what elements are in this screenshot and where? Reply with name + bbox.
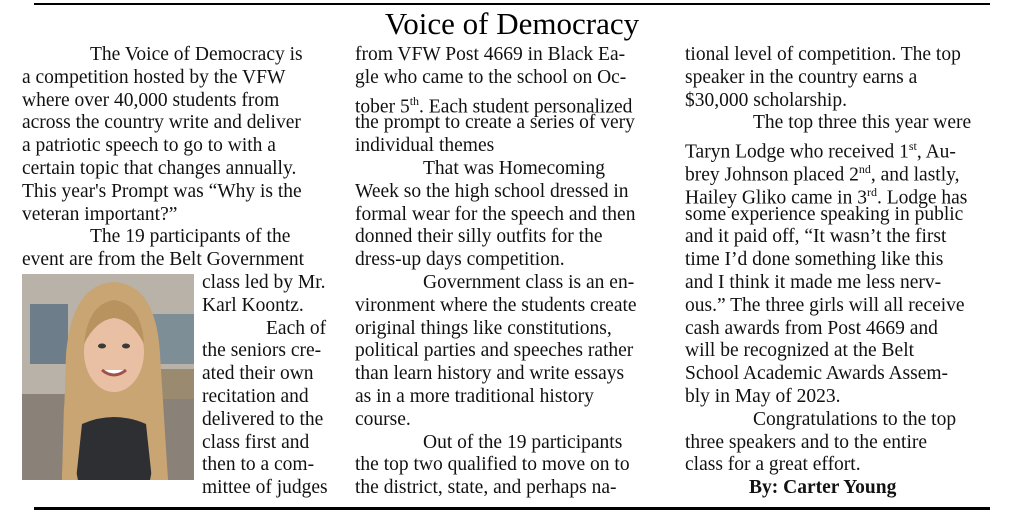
text-line: the top two qualified to move on to [355, 454, 630, 476]
text-line: time I’d done something like this [685, 249, 944, 271]
text-line: gle who came to the school on Oc- [355, 66, 627, 88]
text-line: Each of [266, 317, 327, 339]
text-line: tional level of competition. The top [685, 44, 961, 65]
column-1 [22, 44, 340, 500]
photo-wrap-block [22, 272, 340, 500]
text-line: the prompt to create a series of very [355, 112, 635, 134]
text-line: class for a great effort. [685, 454, 861, 476]
text-line: vironment where the students create [355, 294, 637, 316]
text-line: original things like constitutions, [355, 317, 612, 339]
text-line: class first and [202, 431, 310, 453]
text-line: ous.” The three girls will all receive [685, 294, 965, 316]
text-line: will be recognized at the Belt [685, 340, 915, 362]
text-line: Taryn Lodge who received 1st, Au- [685, 139, 956, 163]
text-line: three speakers and to the entire [685, 431, 928, 453]
text-line: speaker in the country earns a [685, 66, 918, 88]
text-line: dress-up days competition. [355, 249, 565, 271]
text-line: and it paid off, “It wasn’t the first [685, 226, 947, 248]
text-line: bly in May of 2023. [685, 385, 841, 407]
text-line: event are from the Belt Government [22, 249, 305, 271]
text-line: The top three this year were [753, 112, 972, 134]
text-line: individual themes [355, 135, 495, 157]
text-line: a patriotic speech to go to with a [22, 135, 276, 157]
text-line: Congratulations to the top [753, 408, 957, 430]
text-line: then to a com- [202, 454, 315, 476]
text-line: cash awards from Post 4669 and [685, 317, 938, 339]
text-line: delivered to the [202, 408, 324, 430]
text-line: The Voice of Democracy is [90, 44, 303, 65]
student-photo [22, 274, 194, 480]
text-line: brey Johnson placed 2nd, and lastly, [685, 161, 960, 186]
text-line: certain topic that changes annually. [22, 157, 297, 179]
top-rule [34, 3, 990, 5]
byline: By: Carter Young [749, 477, 897, 499]
text-line: Government class is an en- [423, 271, 635, 293]
text-line: and I think it made me less nerv- [685, 271, 942, 293]
text-line: Out of the 19 participants [423, 431, 623, 453]
text-line: That was Homecoming [423, 157, 605, 179]
wrap-text [202, 272, 340, 500]
text-line: tober 5th. Each student personalized [355, 93, 633, 118]
text-line: than learn history and write essays [355, 363, 625, 385]
text-line: from VFW Post 4669 in Black Ea- [355, 44, 626, 65]
text-line: across the country write and deliver [22, 112, 301, 134]
text-line: veteran important?” [22, 203, 178, 225]
headline: Voice of Democracy [384, 6, 640, 41]
bottom-rule [34, 507, 990, 510]
text-line: formal wear for the speech and then [355, 203, 636, 225]
text-line: Hailey Gliko came in 3rd. Lodge has [685, 184, 968, 209]
text-line: a competition hosted by the VFW [22, 66, 286, 88]
text-line: class led by Mr. [202, 271, 326, 293]
text-line: mittee of judges [202, 477, 328, 499]
text-line: School Academic Awards Assem- [685, 363, 949, 385]
column-2 [355, 44, 671, 500]
text-line: Karl Koontz. [202, 294, 304, 316]
text-line: the district, state, and perhaps na- [355, 477, 617, 499]
text-line: The 19 participants of the [90, 226, 291, 248]
text-line: ated their own [202, 363, 314, 385]
portrait-image [22, 274, 194, 480]
text-line: This year's Prompt was “Why is the [22, 180, 302, 202]
text-line: the seniors cre- [202, 340, 322, 362]
text-line: Week so the high school dressed in [355, 180, 629, 202]
text-line: course. [355, 408, 411, 430]
text-line: donned their silly outfits for the [355, 226, 603, 248]
text-line: where over 40,000 students from [22, 89, 280, 111]
text-line: some experience speaking in public [685, 203, 964, 225]
text-line: recitation and [202, 385, 309, 407]
text-line: as in a more traditional history [355, 385, 594, 407]
text-line: political parties and speeches rather [355, 340, 634, 362]
column-3 [685, 44, 1003, 500]
text-line: $30,000 scholarship. [685, 89, 847, 111]
